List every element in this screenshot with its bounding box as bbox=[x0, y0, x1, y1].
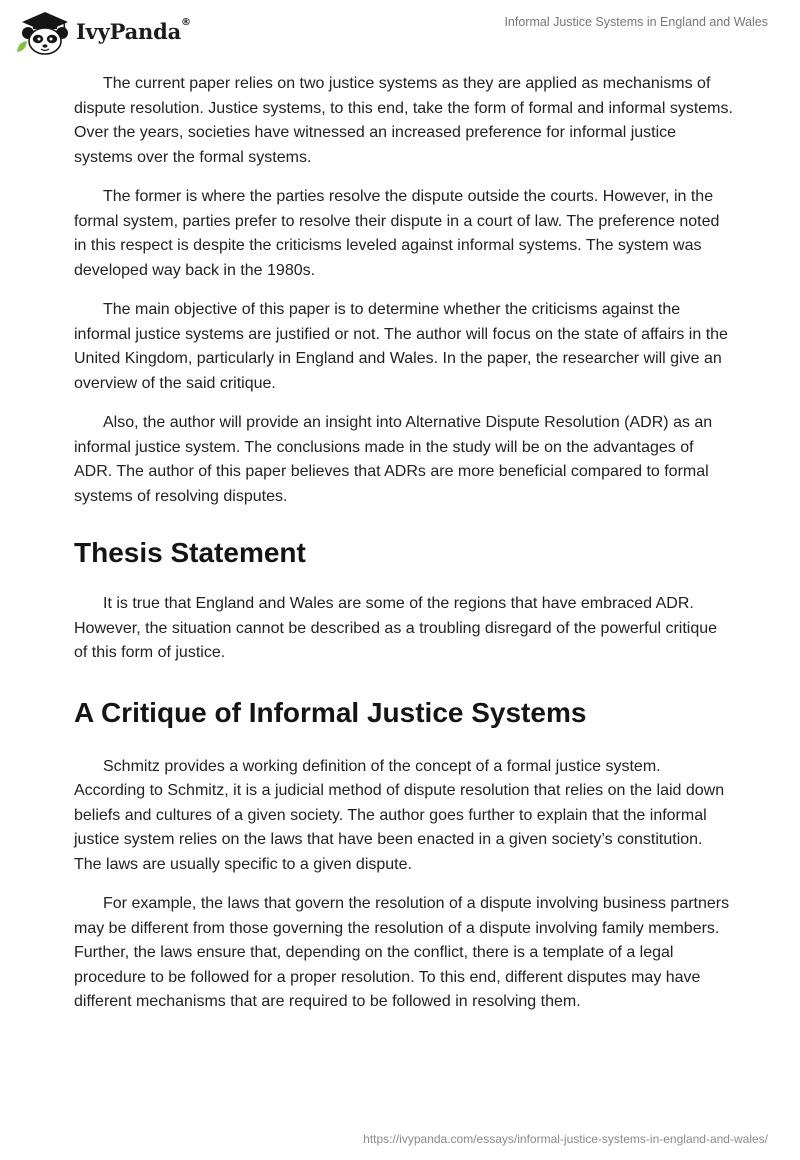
document-title: Informal Justice Systems in England and Wales bbox=[504, 15, 768, 29]
paragraph: For example, the laws that govern the resolution of a dispute involving business partners may be different from those governing the resolution of a dispute involving family members. Further, the laws ensure that, depending on the conflict, there is a template of a legal procedure to be followed for a proper resolution. To this end, different disputes may have different mechanisms that are required to be followed in resolving them. bbox=[74, 895, 730, 1010]
paragraph: The former is where the parties resolve the dispute outside the courts. However, in the formal system, parties prefer to resolve their dispute in a court of law. The preference noted in this respect is despite the criticisms leveled against informal systems. The system was developed way back in the 1980s. bbox=[74, 188, 720, 279]
ivypanda-logo[interactable] bbox=[14, 8, 191, 58]
page-header bbox=[0, 0, 800, 62]
section-heading-critique: A Critique of Informal Justice Systems bbox=[74, 696, 587, 728]
paragraph: It is true that England and Wales are some of the regions that have embraced ADR. However, the situation cannot be described as a troubling disregard of the powerful critique of this form of justice. bbox=[74, 595, 718, 661]
paragraph: The main objective of this paper is to determine whether the criticisms against the informal justice systems are justified or not. The author will focus on the state of affairs in the United Kingdom, particularly in England and Wales. In the paper, the researcher will give an overview of the said critique. bbox=[74, 301, 728, 392]
section-heading-thesis: Thesis Statement bbox=[74, 537, 306, 568]
paragraph: Also, the author will provide an insight into Alternative Dispute Resolution (ADR) as an informal justice system. The conclusions made in the study will be on the advantages of ADR. The author of this paper believes that ADRs are more beneficial compared to formal systems of resolving disputes. bbox=[74, 414, 713, 505]
logo-wordmark: IvyPanda® bbox=[76, 16, 191, 44]
essay-body bbox=[74, 72, 734, 1030]
source-url[interactable]: https://ivypanda.com/essays/informal-justice-systems-in-england-and-wales/ bbox=[363, 1132, 768, 1146]
paragraph: The current paper relies on two justice systems as they are applied as mechanisms of dispute resolution. Justice systems, to this end, take the form of formal and informal systems. Over the years, societies have witnessed an increased preference for informal justice systems over the formal systems. bbox=[74, 75, 733, 166]
panda-graduate-icon bbox=[14, 8, 74, 58]
paragraph: Schmitz provides a working definition of the concept of a formal justice system. According to Schmitz, it is a judicial method of dispute resolution that relies on the laid down beliefs and cultures of a given society. The author goes further to explain that the informal justice system relies on the laws that have been enacted in a given society’s constitution. The laws are usually specific to a given dispute. bbox=[74, 757, 725, 873]
